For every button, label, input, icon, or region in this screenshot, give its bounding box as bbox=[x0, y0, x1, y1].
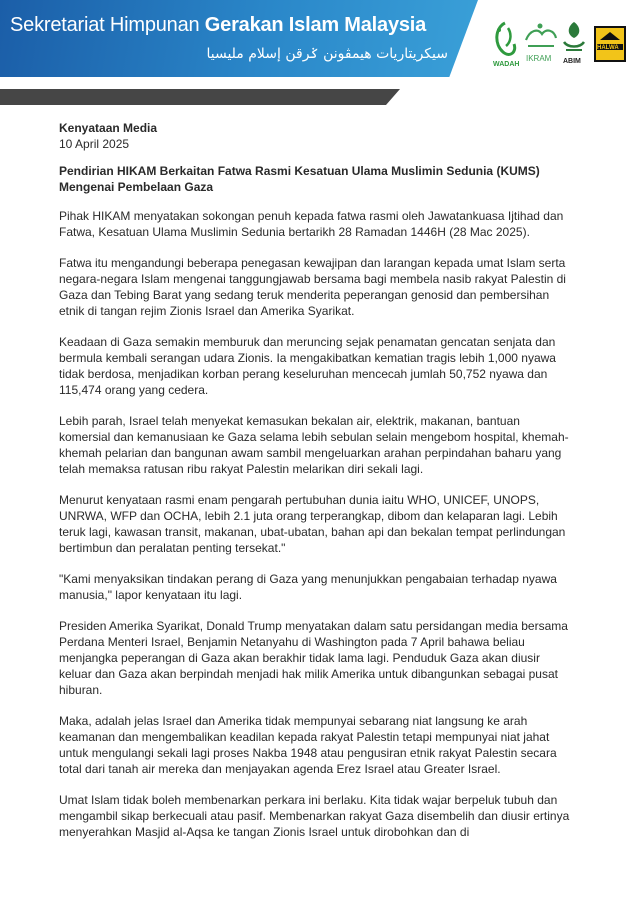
halwa-emblem-icon bbox=[594, 26, 626, 62]
paragraph-7: Presiden Amerika Syarikat, Donald Trump menyatakan dalam satu persidangan media bersama Perdana Menteri Israel, Benjamin Netanyahu di Washington pada 7 April bahawa beliau menjangka peperangan di Gaza akan berakhir tidak lama lagi. Penduduk Gaza akan diusir keluar dan Gaza akan berpindah menjadi hak milik Amerika untuk dibangunkan sebagai pusat hiburan. bbox=[59, 619, 568, 697]
banner-title-light: Sekretariat Himpunan bbox=[10, 14, 205, 36]
abim-emblem-icon bbox=[560, 20, 588, 58]
paragraph-5: Menurut kenyataan rasmi enam pengarah pertubuhan dunia iaitu WHO, UNICEF, UNOPS, UNRWA, WFP dan OCHA, lebih 2.1 juta orang terperangkap, dibom dan kelaparan lagi. Lebih teruk lagi, kawasan transit, makanan, ubat-ubatan, bahan api dan bekalan tempat perlindungan bertimbun dan peralatan penting tersekat." bbox=[59, 493, 566, 555]
paragraph-3: Keadaan di Gaza semakin memburuk dan meruncing sejak penamatan gencatan senjata dan bermula kembali serangan udara Zionis. Ia mengakibatkan kematian tragis lebih 1,000 nyawa tidak berdosa, menjadikan korban perang keseluruhan mencecah jumlah 50,752 nyawa dan 115,474 orang yang cedera. bbox=[59, 335, 556, 397]
banner-blue-band bbox=[0, 0, 478, 77]
partner-logos bbox=[484, 20, 634, 70]
header-gray-bar bbox=[0, 89, 400, 105]
banner-title-bold: Gerakan Islam Malaysia bbox=[204, 14, 427, 36]
paragraph-2: Fatwa itu mengandungi beberapa penegasan kewajipan dan larangan kepada umat Islam serta negara-negara Islam mengenai tanggungjawab bersama bagi membela nasib rakyat Palestin di Gaza dan Tebing Barat yang sedang teruk menderita peperangan genosid dan pembersihan etnik di tangan rejim Zionis Israel dan Amerika Syarikat. bbox=[59, 256, 566, 318]
statement-title: Pendirian HIKAM Berkaitan Fatwa Rasmi Kesatuan Ulama Muslimin Sedunia (KUMS) Mengenai Pembelaan Gaza bbox=[59, 164, 540, 194]
wadah-logo bbox=[490, 20, 520, 70]
abim-logo bbox=[560, 20, 588, 70]
paragraph-8: Maka, adalah jelas Israel dan Amerika tidak mempunyai sebarang niat langsung ke arah keamanan dan mengembalikan keadilan kepada rakyat Palestin tetapi mempunyai niat jahat untuk mengulangi sekali lagi proses Nakba 1948 atau pengusiran etnik rakyat Palestin secara total dari tanah air mereka dan menjayakan agenda Erez Israel atau Greater Israel. bbox=[59, 714, 557, 776]
ikram-emblem-icon bbox=[520, 20, 560, 54]
statement-body bbox=[59, 120, 573, 855]
paragraph-9: Umat Islam tidak boleh membenarkan perkara ini berlaku. Kita tidak wajar berpeluk tubuh dan mengambil sikap berkecuali atau pasif. Membenarkan rakyat Gaza disembelih dan diusir ertinya menyerahkan Masjid al-Aqsa ke tangan Zionis Israel untuk dirobohkan dan di bbox=[59, 793, 570, 839]
wadah-emblem-icon bbox=[490, 20, 520, 62]
banner-title bbox=[10, 14, 426, 37]
paragraph-1: Pihak HIKAM menyatakan sokongan penuh kepada fatwa rasmi oleh Jawatankuasa Ijtihad dan Fatwa, Kesatuan Ulama Muslimin Sedunia bertarikh 28 Ramadan 1446H (28 Mac 2025). bbox=[59, 209, 564, 239]
banner-title-arabic: سيكريتاريات هيمڤونن ݢرقن إسلام مليسيا bbox=[206, 46, 448, 62]
ikram-logo bbox=[520, 20, 560, 68]
halwa-logo bbox=[594, 26, 626, 62]
statement-label: Kenyataan Media bbox=[59, 121, 158, 135]
wadah-logo-label: WADAH bbox=[493, 61, 520, 68]
statement-date: 10 April 2025 bbox=[59, 137, 130, 151]
header-banner bbox=[0, 0, 636, 88]
abim-logo-label: ABIM bbox=[563, 58, 581, 65]
halwa-logo-label: HALWA bbox=[597, 45, 619, 51]
paragraph-6: "Kami menyaksikan tindakan perang di Gaza yang menunjukkan pengabaian terhadap nyawa manusia," lapor kenyataan itu lagi. bbox=[59, 572, 557, 602]
paragraph-4: Lebih parah, Israel telah menyekat kemasukan bekalan air, elektrik, makanan, bantuan komersial dan kemanusiaan ke Gaza selama lebih sebulan selain mengebom hospital, khemah-khemah pelarian dan bangunan awam sambil mengeluarkan arahan perpindahan baharu yang telah memaksa ratusan ribu rakyat Palestin melarikan diri sekali lagi. bbox=[59, 414, 569, 476]
ikram-logo-label: IKRAM bbox=[526, 54, 552, 63]
